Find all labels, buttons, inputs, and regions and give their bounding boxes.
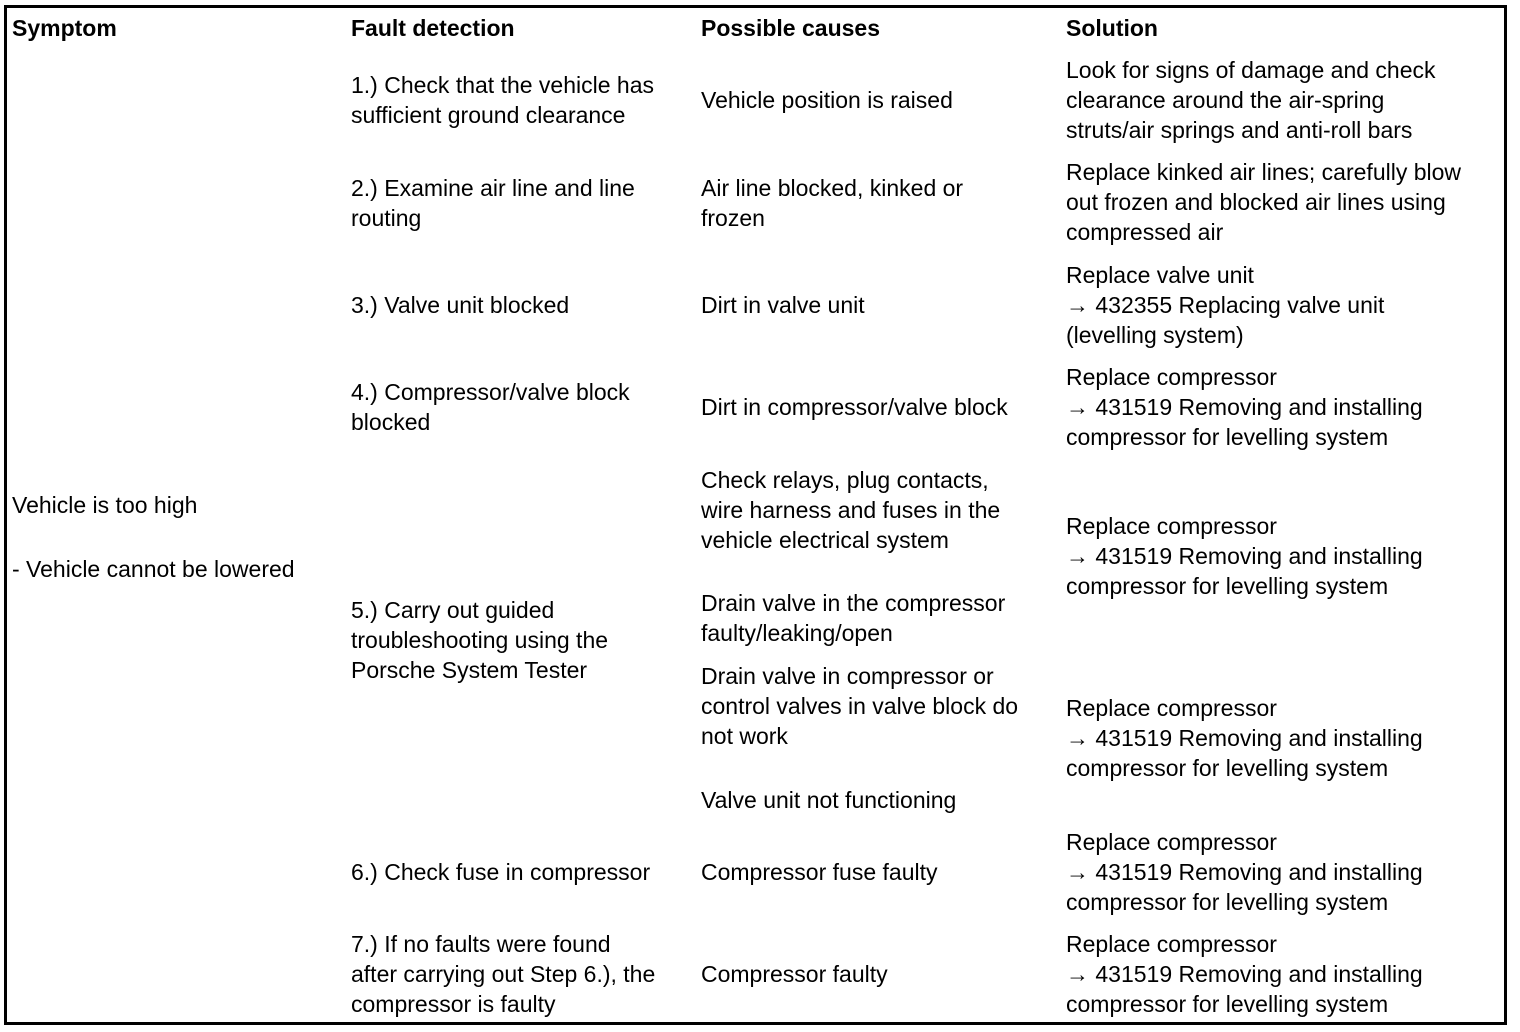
solution-7-line-3: compressor for levelling system	[1066, 991, 1389, 1017]
solution-4-line-1: Replace compressor	[1066, 364, 1277, 390]
solution-5cd-line-1: Replace compressor	[1066, 695, 1277, 721]
solution-3-line-1: Replace valve unit	[1066, 262, 1254, 288]
fault-step-6-line-1: 6.) Check fuse in compressor	[351, 859, 651, 885]
fault-step-7-line-1: 7.) If no faults were found	[351, 931, 611, 957]
solution-5ab-line-3: compressor for levelling system	[1066, 573, 1389, 599]
header-solution: Solution	[1066, 15, 1158, 41]
solution-2-line-2: out frozen and blocked air lines using	[1066, 189, 1446, 215]
solution-6-line-1: Replace compressor	[1066, 829, 1277, 855]
symptom-subtext: - Vehicle cannot be lowered	[12, 556, 295, 582]
cause-5b-line-1: Drain valve in the compressor	[701, 590, 1006, 616]
cause-5c-line-2: control valves in valve block do	[701, 693, 1019, 719]
solution-1-line-1: Look for signs of damage and check	[1066, 57, 1436, 83]
solution-3-reference: → 432355 Replacing valve unit	[1066, 292, 1385, 318]
fault-step-2-line-2: routing	[351, 205, 422, 231]
symptom-text: Vehicle is too high	[12, 492, 198, 518]
cause-5d-line-1: Valve unit not functioning	[701, 787, 957, 813]
solution-6-reference: → 431519 Removing and installing	[1066, 859, 1423, 885]
cause-2-line-2: frozen	[701, 205, 765, 231]
cause-2-line-1: Air line blocked, kinked or	[701, 175, 964, 201]
cause-5a-line-3: vehicle electrical system	[701, 527, 949, 553]
cause-5a-line-2: wire harness and fuses in the	[701, 497, 1001, 523]
cause-5a-line-1: Check relays, plug contacts,	[701, 467, 989, 493]
fault-step-5-line-2: troubleshooting using the	[351, 627, 609, 653]
solution-4-reference: → 431519 Removing and installing	[1066, 394, 1423, 420]
cause-7-line-1: Compressor faulty	[701, 961, 888, 987]
cause-6-line-1: Compressor fuse faulty	[701, 859, 938, 885]
cause-1-line-1: Vehicle position is raised	[701, 87, 953, 113]
fault-step-7-line-2: after carrying out Step 6.), the	[351, 961, 656, 987]
fault-step-4-line-2: blocked	[351, 409, 431, 435]
fault-step-7-line-3: compressor is faulty	[351, 991, 556, 1017]
fault-step-1-line-1: 1.) Check that the vehicle has	[351, 72, 654, 98]
fault-step-1-line-2: sufficient ground clearance	[351, 102, 626, 128]
solution-6-line-3: compressor for levelling system	[1066, 889, 1389, 915]
solution-2-line-1: Replace kinked air lines; carefully blow	[1066, 159, 1462, 185]
solution-4-line-3: compressor for levelling system	[1066, 424, 1389, 450]
solution-7-reference: → 431519 Removing and installing	[1066, 961, 1423, 987]
solution-5ab-line-1: Replace compressor	[1066, 513, 1277, 539]
cause-3-line-1: Dirt in valve unit	[701, 292, 865, 318]
cause-5c-line-1: Drain valve in compressor or	[701, 663, 994, 689]
solution-1-line-3: struts/air springs and anti-roll bars	[1066, 117, 1413, 143]
solution-3-line-3: (levelling system)	[1066, 322, 1244, 348]
fault-step-5-line-1: 5.) Carry out guided	[351, 597, 555, 623]
header-symptom: Symptom	[12, 15, 117, 41]
solution-7-line-1: Replace compressor	[1066, 931, 1277, 957]
cause-5c-line-3: not work	[701, 723, 788, 749]
solution-1-line-2: clearance around the air-spring	[1066, 87, 1385, 113]
fault-step-2-line-1: 2.) Examine air line and line	[351, 175, 635, 201]
solution-2-line-3: compressed air	[1066, 219, 1224, 245]
header-fault-detection: Fault detection	[351, 15, 515, 41]
solution-5cd-reference: → 431519 Removing and installing	[1066, 725, 1423, 751]
cause-5b-line-2: faulty/leaking/open	[701, 620, 893, 646]
fault-step-4-line-1: 4.) Compressor/valve block	[351, 379, 630, 405]
cause-4-line-1: Dirt in compressor/valve block	[701, 394, 1008, 420]
fault-step-3-line-1: 3.) Valve unit blocked	[351, 292, 570, 318]
header-possible-causes: Possible causes	[701, 15, 880, 41]
solution-5cd-line-3: compressor for levelling system	[1066, 755, 1389, 781]
solution-5ab-reference: → 431519 Removing and installing	[1066, 543, 1423, 569]
fault-step-5-line-3: Porsche System Tester	[351, 657, 588, 683]
